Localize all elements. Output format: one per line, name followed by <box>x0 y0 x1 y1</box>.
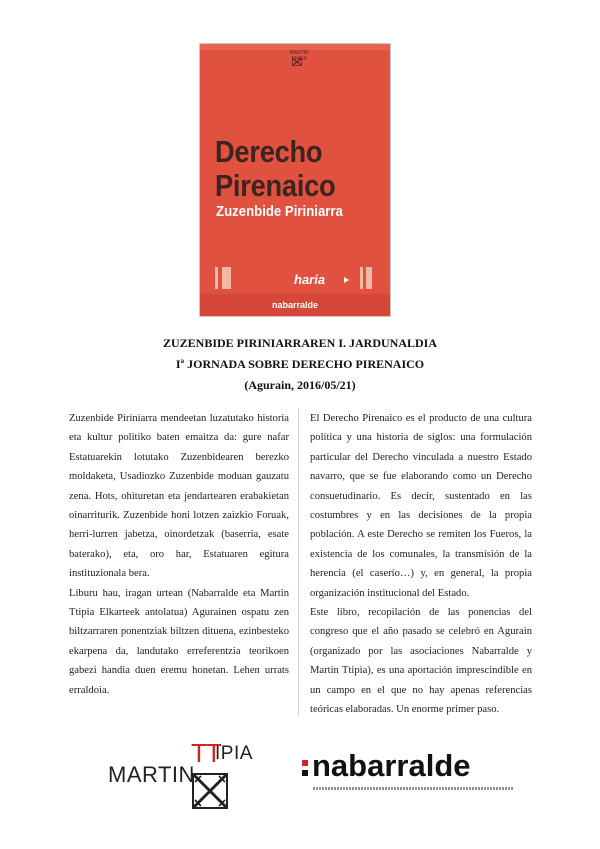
spanish-paragraph-1: El Derecho Pirenaico es el producto de una cultura política y una historia de siglos: una formulación particular del Derecho vinculada a nuestro Estado navarro, que se fue elaborando como un Derecho consuetudinario. Es decir, sustentado en las costumbres y en las decisiones de la propia población. A este Derecho se remiten los Fueros, la existencia de los comunales, la transmisión de la herencia (el caserío…) y, en general, la propia organización institucional del Estado. <box>310 413 532 599</box>
play-arrow-icon <box>344 277 349 283</box>
logo-martin-word: MARTIN <box>108 762 195 787</box>
martin-ttipia-logo <box>108 738 253 822</box>
cover-decor-bar <box>215 267 218 289</box>
cover-series-label: MARTIN TTIPIA <box>289 50 309 62</box>
logo-black-square-icon <box>302 770 308 776</box>
nabarralde-logo <box>298 748 520 792</box>
basque-paragraph-1: Zuzenbide Piriniarra mendeetan luzatutako historia eta kultur politiko baten emaitza da: gure nafar Estatuarekin lotutako Zuzenbidearen berezko moldaketa, Usadiozko Zuzenbide moduan gauzatu zena. Hots, ohituretan eta jendartearen erabakietan oinarriturik. Zuzenbide honi lotzen zaizkio Foruak, herri-lurren jabetza, oinordetzak (baserria, esate baterako), eta, oro har, Estatuaren egitura instituzionala bera. <box>69 413 289 580</box>
cover-decor-bar <box>366 267 372 289</box>
cover-series-cross-icon <box>292 58 302 66</box>
cover-publisher: nabarralde <box>271 300 319 310</box>
book-cover <box>200 44 390 316</box>
logo-red-square-icon <box>302 760 308 766</box>
cover-title-line1: Derecho <box>215 134 323 169</box>
basque-paragraph-2: Liburu hau, iragan urtean (Nabarralde eta Martin Ttipia Elkarteek antolatua) Agurainen ospatu zen biltzarraren ponentziak biltzen dituena, ezinbesteko ekarpena da, landutako erreferentzia teorikoen gabezi handia duen eremu honetan. Lehen urrats erraldoia. <box>69 587 289 696</box>
spanish-paragraph-2: Este libro, recopilación de las ponencias del congreso que el año pasado se celebró en Agurain (organizado por las asociaciones Nabarralde y Martin Ttipia), es una aportación imprescindible en un campo en el que no hay apenas referencias teóricas elaboradas. Un enorme primer paso. <box>310 607 532 716</box>
cover-title-line2: Pirenaico <box>215 168 336 203</box>
cover-subtitle: Zuzenbide Piriniarra <box>216 203 343 220</box>
basque-cross-icon <box>189 770 231 812</box>
heading-basque: ZUZENBIDE PIRINIARRAREN I. JARDUNALDIA <box>162 336 438 350</box>
column-divider <box>298 408 299 716</box>
cover-decor-bar <box>360 267 363 289</box>
basque-column <box>69 409 289 700</box>
heading-spanish: Iª JORNADA SOBRE DERECHO PIRENAICO <box>175 357 425 371</box>
logo-nabarralde-word: nabarralde <box>312 748 471 783</box>
spanish-column <box>310 409 532 720</box>
cover-imprint: haria <box>294 272 326 287</box>
heading-place-date: (Agurain, 2016/05/21) <box>244 378 356 392</box>
logo-tagline-strip <box>313 787 513 790</box>
logo-ipia-letters: IPIA <box>215 743 253 764</box>
cover-decor-bar <box>222 267 231 289</box>
logo-tt-letters: TT <box>191 738 221 768</box>
